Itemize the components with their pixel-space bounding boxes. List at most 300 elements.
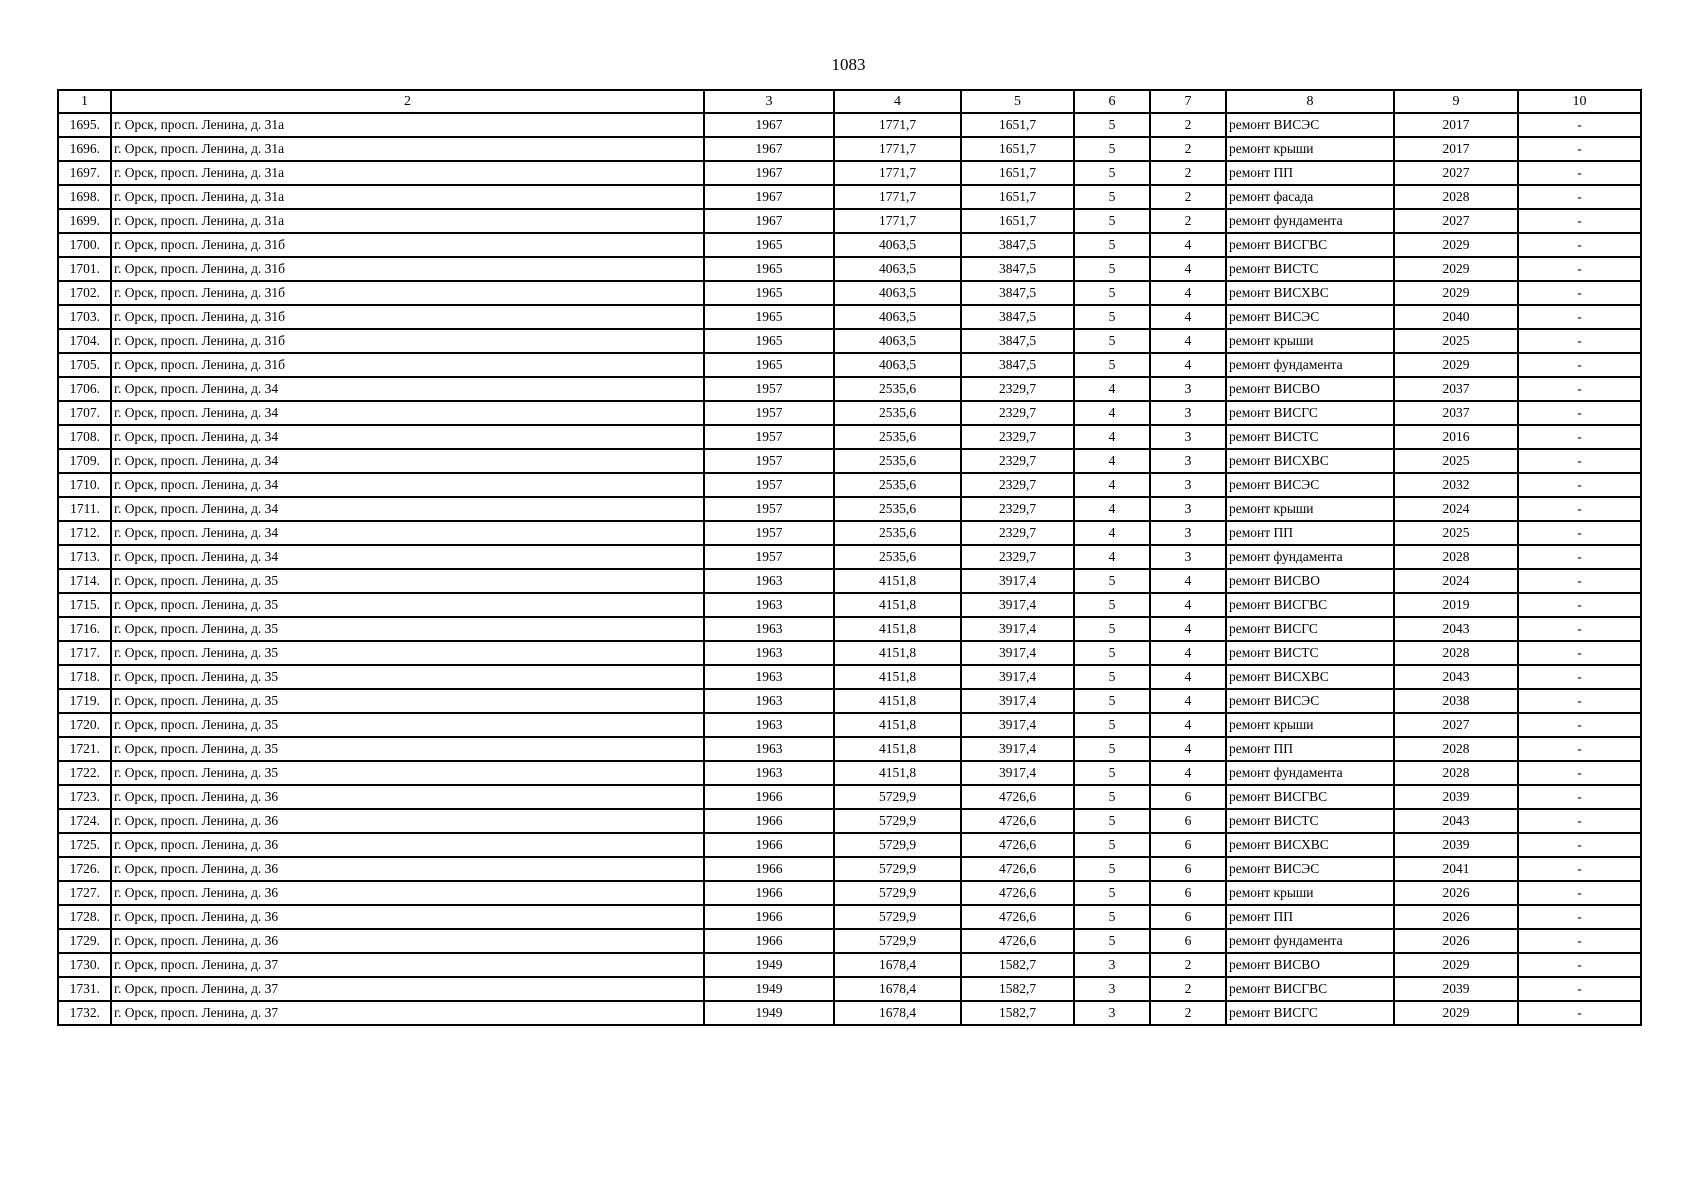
build-year-cell: 1965 xyxy=(704,353,834,377)
row-number: 1720. xyxy=(58,713,111,737)
work-type-cell: ремонт ВИСГВС xyxy=(1226,233,1394,257)
row-number: 1708. xyxy=(58,425,111,449)
table-row xyxy=(58,689,1641,713)
plan-year-cell: 2043 xyxy=(1394,617,1518,641)
total-area-cell: 2535,6 xyxy=(834,401,961,425)
total-area-cell: 4063,5 xyxy=(834,233,961,257)
address-cell: г. Орск, просп. Ленина, д. 31а xyxy=(111,137,704,161)
table-row xyxy=(58,1001,1641,1025)
work-type-cell: ремонт ВИСВО xyxy=(1226,953,1394,977)
living-area-cell: 1582,7 xyxy=(961,977,1074,1001)
plan-year-cell: 2026 xyxy=(1394,905,1518,929)
row-number: 1705. xyxy=(58,353,111,377)
plan-year-cell: 2040 xyxy=(1394,305,1518,329)
column-header: 2 xyxy=(111,90,704,113)
build-year-cell: 1966 xyxy=(704,857,834,881)
total-area-cell: 4151,8 xyxy=(834,737,961,761)
plan-year-cell: 2024 xyxy=(1394,497,1518,521)
total-area-cell: 1771,7 xyxy=(834,137,961,161)
build-year-cell: 1966 xyxy=(704,905,834,929)
build-year-cell: 1967 xyxy=(704,137,834,161)
entrances-cell: 4 xyxy=(1150,617,1226,641)
table-row xyxy=(58,881,1641,905)
floors-cell: 5 xyxy=(1074,161,1150,185)
entrances-cell: 3 xyxy=(1150,545,1226,569)
floors-cell: 5 xyxy=(1074,665,1150,689)
floors-cell: 4 xyxy=(1074,473,1150,497)
work-type-cell: ремонт ВИСТС xyxy=(1226,809,1394,833)
work-type-cell: ремонт ВИСТС xyxy=(1226,257,1394,281)
table-row xyxy=(58,593,1641,617)
row-number: 1702. xyxy=(58,281,111,305)
plan-year-cell: 2028 xyxy=(1394,761,1518,785)
build-year-cell: 1957 xyxy=(704,473,834,497)
plan-year-cell: 2037 xyxy=(1394,401,1518,425)
plan-year-cell: 2041 xyxy=(1394,857,1518,881)
floors-cell: 3 xyxy=(1074,953,1150,977)
address-cell: г. Орск, просп. Ленина, д. 36 xyxy=(111,785,704,809)
table-row xyxy=(58,233,1641,257)
note-cell: - xyxy=(1518,593,1641,617)
note-cell: - xyxy=(1518,665,1641,689)
column-header: 5 xyxy=(961,90,1074,113)
table-row xyxy=(58,449,1641,473)
address-cell: г. Орск, просп. Ленина, д. 36 xyxy=(111,929,704,953)
build-year-cell: 1967 xyxy=(704,185,834,209)
table-row xyxy=(58,281,1641,305)
row-number: 1717. xyxy=(58,641,111,665)
living-area-cell: 4726,6 xyxy=(961,881,1074,905)
living-area-cell: 3917,4 xyxy=(961,689,1074,713)
plan-year-cell: 2028 xyxy=(1394,641,1518,665)
table-row xyxy=(58,473,1641,497)
build-year-cell: 1963 xyxy=(704,689,834,713)
work-type-cell: ремонт фундамента xyxy=(1226,545,1394,569)
plan-year-cell: 2039 xyxy=(1394,785,1518,809)
table-row xyxy=(58,329,1641,353)
work-type-cell: ремонт ВИСТС xyxy=(1226,425,1394,449)
row-number: 1707. xyxy=(58,401,111,425)
total-area-cell: 5729,9 xyxy=(834,809,961,833)
floors-cell: 5 xyxy=(1074,233,1150,257)
row-number: 1697. xyxy=(58,161,111,185)
floors-cell: 4 xyxy=(1074,425,1150,449)
entrances-cell: 4 xyxy=(1150,665,1226,689)
column-header: 7 xyxy=(1150,90,1226,113)
note-cell: - xyxy=(1518,281,1641,305)
note-cell: - xyxy=(1518,209,1641,233)
total-area-cell: 2535,6 xyxy=(834,545,961,569)
total-area-cell: 1678,4 xyxy=(834,977,961,1001)
total-area-cell: 5729,9 xyxy=(834,929,961,953)
total-area-cell: 5729,9 xyxy=(834,881,961,905)
note-cell: - xyxy=(1518,353,1641,377)
living-area-cell: 2329,7 xyxy=(961,473,1074,497)
plan-year-cell: 2032 xyxy=(1394,473,1518,497)
living-area-cell: 3847,5 xyxy=(961,257,1074,281)
entrances-cell: 2 xyxy=(1150,953,1226,977)
total-area-cell: 4151,8 xyxy=(834,569,961,593)
table-row xyxy=(58,737,1641,761)
living-area-cell: 2329,7 xyxy=(961,497,1074,521)
living-area-cell: 3847,5 xyxy=(961,329,1074,353)
entrances-cell: 3 xyxy=(1150,473,1226,497)
address-cell: г. Орск, просп. Ленина, д. 35 xyxy=(111,689,704,713)
entrances-cell: 4 xyxy=(1150,569,1226,593)
work-type-cell: ремонт ВИСЭС xyxy=(1226,857,1394,881)
total-area-cell: 1771,7 xyxy=(834,209,961,233)
build-year-cell: 1966 xyxy=(704,833,834,857)
build-year-cell: 1966 xyxy=(704,881,834,905)
address-cell: г. Орск, просп. Ленина, д. 36 xyxy=(111,881,704,905)
row-number: 1718. xyxy=(58,665,111,689)
address-cell: г. Орск, просп. Ленина, д. 31б xyxy=(111,353,704,377)
living-area-cell: 2329,7 xyxy=(961,545,1074,569)
address-cell: г. Орск, просп. Ленина, д. 36 xyxy=(111,857,704,881)
entrances-cell: 3 xyxy=(1150,401,1226,425)
living-area-cell: 3917,4 xyxy=(961,593,1074,617)
note-cell: - xyxy=(1518,473,1641,497)
build-year-cell: 1957 xyxy=(704,449,834,473)
plan-year-cell: 2026 xyxy=(1394,881,1518,905)
table-row xyxy=(58,401,1641,425)
plan-year-cell: 2017 xyxy=(1394,113,1518,137)
build-year-cell: 1963 xyxy=(704,593,834,617)
row-number: 1719. xyxy=(58,689,111,713)
address-cell: г. Орск, просп. Ленина, д. 37 xyxy=(111,1001,704,1025)
total-area-cell: 1678,4 xyxy=(834,953,961,977)
total-area-cell: 4151,8 xyxy=(834,689,961,713)
work-type-cell: ремонт фундамента xyxy=(1226,929,1394,953)
living-area-cell: 3917,4 xyxy=(961,713,1074,737)
row-number: 1695. xyxy=(58,113,111,137)
table-row xyxy=(58,425,1641,449)
table-row xyxy=(58,617,1641,641)
row-number: 1729. xyxy=(58,929,111,953)
build-year-cell: 1965 xyxy=(704,329,834,353)
floors-cell: 5 xyxy=(1074,737,1150,761)
work-type-cell: ремонт ВИСЭС xyxy=(1226,113,1394,137)
row-number: 1728. xyxy=(58,905,111,929)
address-cell: г. Орск, просп. Ленина, д. 31б xyxy=(111,233,704,257)
plan-year-cell: 2025 xyxy=(1394,521,1518,545)
build-year-cell: 1966 xyxy=(704,929,834,953)
entrances-cell: 2 xyxy=(1150,137,1226,161)
plan-year-cell: 2019 xyxy=(1394,593,1518,617)
table-row xyxy=(58,665,1641,689)
entrances-cell: 3 xyxy=(1150,497,1226,521)
total-area-cell: 2535,6 xyxy=(834,473,961,497)
row-number: 1706. xyxy=(58,377,111,401)
living-area-cell: 3917,4 xyxy=(961,569,1074,593)
plan-year-cell: 2029 xyxy=(1394,281,1518,305)
note-cell: - xyxy=(1518,929,1641,953)
address-cell: г. Орск, просп. Ленина, д. 34 xyxy=(111,545,704,569)
table-row xyxy=(58,497,1641,521)
plan-year-cell: 2017 xyxy=(1394,137,1518,161)
table-row xyxy=(58,785,1641,809)
address-cell: г. Орск, просп. Ленина, д. 35 xyxy=(111,665,704,689)
work-type-cell: ремонт ВИСГС xyxy=(1226,617,1394,641)
entrances-cell: 4 xyxy=(1150,353,1226,377)
table-row xyxy=(58,641,1641,665)
living-area-cell: 3917,4 xyxy=(961,665,1074,689)
row-number: 1710. xyxy=(58,473,111,497)
note-cell: - xyxy=(1518,425,1641,449)
address-cell: г. Орск, просп. Ленина, д. 34 xyxy=(111,401,704,425)
entrances-cell: 4 xyxy=(1150,305,1226,329)
entrances-cell: 3 xyxy=(1150,521,1226,545)
build-year-cell: 1963 xyxy=(704,737,834,761)
work-type-cell: ремонт ВИСЭС xyxy=(1226,305,1394,329)
work-type-cell: ремонт крыши xyxy=(1226,713,1394,737)
note-cell: - xyxy=(1518,233,1641,257)
row-number: 1726. xyxy=(58,857,111,881)
row-number: 1700. xyxy=(58,233,111,257)
column-header: 1 xyxy=(58,90,111,113)
entrances-cell: 4 xyxy=(1150,713,1226,737)
note-cell: - xyxy=(1518,161,1641,185)
living-area-cell: 3917,4 xyxy=(961,737,1074,761)
plan-year-cell: 2043 xyxy=(1394,665,1518,689)
row-number: 1723. xyxy=(58,785,111,809)
floors-cell: 5 xyxy=(1074,137,1150,161)
row-number: 1724. xyxy=(58,809,111,833)
plan-year-cell: 2027 xyxy=(1394,713,1518,737)
address-cell: г. Орск, просп. Ленина, д. 35 xyxy=(111,617,704,641)
note-cell: - xyxy=(1518,617,1641,641)
plan-year-cell: 2016 xyxy=(1394,425,1518,449)
total-area-cell: 5729,9 xyxy=(834,785,961,809)
address-cell: г. Орск, просп. Ленина, д. 35 xyxy=(111,713,704,737)
plan-year-cell: 2037 xyxy=(1394,377,1518,401)
total-area-cell: 1771,7 xyxy=(834,113,961,137)
living-area-cell: 4726,6 xyxy=(961,809,1074,833)
living-area-cell: 4726,6 xyxy=(961,857,1074,881)
living-area-cell: 1651,7 xyxy=(961,161,1074,185)
note-cell: - xyxy=(1518,137,1641,161)
total-area-cell: 5729,9 xyxy=(834,857,961,881)
plan-year-cell: 2043 xyxy=(1394,809,1518,833)
row-number: 1712. xyxy=(58,521,111,545)
note-cell: - xyxy=(1518,761,1641,785)
living-area-cell: 3917,4 xyxy=(961,641,1074,665)
address-cell: г. Орск, просп. Ленина, д. 31б xyxy=(111,257,704,281)
work-type-cell: ремонт ВИСХВС xyxy=(1226,449,1394,473)
entrances-cell: 6 xyxy=(1150,905,1226,929)
total-area-cell: 4151,8 xyxy=(834,593,961,617)
row-number: 1722. xyxy=(58,761,111,785)
build-year-cell: 1963 xyxy=(704,761,834,785)
address-cell: г. Орск, просп. Ленина, д. 35 xyxy=(111,569,704,593)
plan-year-cell: 2028 xyxy=(1394,545,1518,569)
floors-cell: 5 xyxy=(1074,689,1150,713)
address-cell: г. Орск, просп. Ленина, д. 31а xyxy=(111,185,704,209)
floors-cell: 5 xyxy=(1074,305,1150,329)
work-type-cell: ремонт ВИСХВС xyxy=(1226,833,1394,857)
address-cell: г. Орск, просп. Ленина, д. 35 xyxy=(111,737,704,761)
column-header: 4 xyxy=(834,90,961,113)
row-number: 1696. xyxy=(58,137,111,161)
plan-year-cell: 2028 xyxy=(1394,185,1518,209)
floors-cell: 5 xyxy=(1074,329,1150,353)
table-row xyxy=(58,377,1641,401)
work-type-cell: ремонт ПП xyxy=(1226,521,1394,545)
plan-year-cell: 2038 xyxy=(1394,689,1518,713)
table-row xyxy=(58,545,1641,569)
build-year-cell: 1963 xyxy=(704,569,834,593)
living-area-cell: 2329,7 xyxy=(961,521,1074,545)
row-number: 1731. xyxy=(58,977,111,1001)
living-area-cell: 3847,5 xyxy=(961,281,1074,305)
floors-cell: 5 xyxy=(1074,617,1150,641)
row-number: 1699. xyxy=(58,209,111,233)
row-number: 1714. xyxy=(58,569,111,593)
address-cell: г. Орск, просп. Ленина, д. 36 xyxy=(111,809,704,833)
entrances-cell: 2 xyxy=(1150,209,1226,233)
build-year-cell: 1963 xyxy=(704,665,834,689)
plan-year-cell: 2024 xyxy=(1394,569,1518,593)
entrances-cell: 4 xyxy=(1150,593,1226,617)
plan-year-cell: 2025 xyxy=(1394,329,1518,353)
column-header: 6 xyxy=(1074,90,1150,113)
row-number: 1703. xyxy=(58,305,111,329)
total-area-cell: 2535,6 xyxy=(834,497,961,521)
entrances-cell: 4 xyxy=(1150,329,1226,353)
note-cell: - xyxy=(1518,905,1641,929)
floors-cell: 5 xyxy=(1074,185,1150,209)
entrances-cell: 4 xyxy=(1150,281,1226,305)
table-row xyxy=(58,353,1641,377)
build-year-cell: 1966 xyxy=(704,785,834,809)
floors-cell: 3 xyxy=(1074,1001,1150,1025)
entrances-cell: 2 xyxy=(1150,161,1226,185)
total-area-cell: 4063,5 xyxy=(834,257,961,281)
row-number: 1730. xyxy=(58,953,111,977)
entrances-cell: 4 xyxy=(1150,689,1226,713)
table-row xyxy=(58,305,1641,329)
floors-cell: 4 xyxy=(1074,545,1150,569)
work-type-cell: ремонт крыши xyxy=(1226,329,1394,353)
living-area-cell: 3917,4 xyxy=(961,617,1074,641)
build-year-cell: 1965 xyxy=(704,257,834,281)
floors-cell: 5 xyxy=(1074,281,1150,305)
total-area-cell: 4151,8 xyxy=(834,665,961,689)
work-type-cell: ремонт ВИСЭС xyxy=(1226,689,1394,713)
living-area-cell: 4726,6 xyxy=(961,785,1074,809)
living-area-cell: 3847,5 xyxy=(961,233,1074,257)
register-table xyxy=(57,89,1642,1026)
total-area-cell: 5729,9 xyxy=(834,905,961,929)
work-type-cell: ремонт ПП xyxy=(1226,905,1394,929)
address-cell: г. Орск, просп. Ленина, д. 34 xyxy=(111,425,704,449)
entrances-cell: 6 xyxy=(1150,857,1226,881)
floors-cell: 5 xyxy=(1074,905,1150,929)
floors-cell: 5 xyxy=(1074,569,1150,593)
build-year-cell: 1949 xyxy=(704,1001,834,1025)
table-row xyxy=(58,857,1641,881)
total-area-cell: 4063,5 xyxy=(834,281,961,305)
table-row xyxy=(58,905,1641,929)
address-cell: г. Орск, просп. Ленина, д. 34 xyxy=(111,377,704,401)
work-type-cell: ремонт фасада xyxy=(1226,185,1394,209)
living-area-cell: 4726,6 xyxy=(961,905,1074,929)
build-year-cell: 1963 xyxy=(704,641,834,665)
note-cell: - xyxy=(1518,857,1641,881)
entrances-cell: 3 xyxy=(1150,449,1226,473)
total-area-cell: 2535,6 xyxy=(834,377,961,401)
floors-cell: 5 xyxy=(1074,257,1150,281)
build-year-cell: 1963 xyxy=(704,713,834,737)
living-area-cell: 3847,5 xyxy=(961,305,1074,329)
note-cell: - xyxy=(1518,713,1641,737)
row-number: 1704. xyxy=(58,329,111,353)
total-area-cell: 4151,8 xyxy=(834,641,961,665)
address-cell: г. Орск, просп. Ленина, д. 34 xyxy=(111,497,704,521)
entrances-cell: 2 xyxy=(1150,977,1226,1001)
address-cell: г. Орск, просп. Ленина, д. 34 xyxy=(111,473,704,497)
address-cell: г. Орск, просп. Ленина, д. 31а xyxy=(111,113,704,137)
work-type-cell: ремонт ВИСВО xyxy=(1226,377,1394,401)
note-cell: - xyxy=(1518,785,1641,809)
work-type-cell: ремонт ВИСЭС xyxy=(1226,473,1394,497)
note-cell: - xyxy=(1518,1001,1641,1025)
plan-year-cell: 2029 xyxy=(1394,1001,1518,1025)
living-area-cell: 3847,5 xyxy=(961,353,1074,377)
entrances-cell: 6 xyxy=(1150,785,1226,809)
work-type-cell: ремонт крыши xyxy=(1226,881,1394,905)
address-cell: г. Орск, просп. Ленина, д. 35 xyxy=(111,593,704,617)
entrances-cell: 4 xyxy=(1150,761,1226,785)
living-area-cell: 1651,7 xyxy=(961,113,1074,137)
table-row xyxy=(58,209,1641,233)
plan-year-cell: 2029 xyxy=(1394,953,1518,977)
column-header: 8 xyxy=(1226,90,1394,113)
note-cell: - xyxy=(1518,809,1641,833)
living-area-cell: 1651,7 xyxy=(961,185,1074,209)
floors-cell: 5 xyxy=(1074,209,1150,233)
note-cell: - xyxy=(1518,257,1641,281)
floors-cell: 4 xyxy=(1074,521,1150,545)
table-row xyxy=(58,809,1641,833)
note-cell: - xyxy=(1518,569,1641,593)
build-year-cell: 1957 xyxy=(704,545,834,569)
work-type-cell: ремонт ВИСГВС xyxy=(1226,593,1394,617)
total-area-cell: 2535,6 xyxy=(834,521,961,545)
note-cell: - xyxy=(1518,329,1641,353)
table-row xyxy=(58,977,1641,1001)
floors-cell: 5 xyxy=(1074,929,1150,953)
table-row xyxy=(58,713,1641,737)
entrances-cell: 4 xyxy=(1150,233,1226,257)
floors-cell: 5 xyxy=(1074,353,1150,377)
header-row xyxy=(58,90,1641,113)
table-row xyxy=(58,185,1641,209)
living-area-cell: 2329,7 xyxy=(961,377,1074,401)
work-type-cell: ремонт ВИСГС xyxy=(1226,1001,1394,1025)
floors-cell: 5 xyxy=(1074,833,1150,857)
build-year-cell: 1949 xyxy=(704,977,834,1001)
build-year-cell: 1957 xyxy=(704,425,834,449)
living-area-cell: 2329,7 xyxy=(961,449,1074,473)
note-cell: - xyxy=(1518,305,1641,329)
table-row xyxy=(58,569,1641,593)
build-year-cell: 1967 xyxy=(704,113,834,137)
page-number: 1083 xyxy=(831,55,866,74)
note-cell: - xyxy=(1518,689,1641,713)
table-row xyxy=(58,161,1641,185)
build-year-cell: 1963 xyxy=(704,617,834,641)
